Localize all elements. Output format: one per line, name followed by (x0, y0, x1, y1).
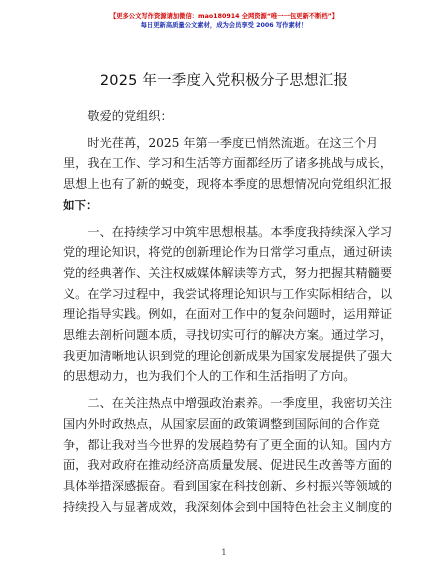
section-1-line: 思维去剖析问题本质，寻找切实可行的解决方案。通过学习， (63, 328, 393, 343)
document-title: 2025 年一季度入党积极分子思想汇报 (99, 73, 349, 89)
section-1-line: 义。在学习过程中，我尝试将理论知识与工作实际相结合，以 (63, 286, 393, 301)
section-2-line: 国内外时政热点，从国家层面的政策调整到国际间的合作竞 (63, 416, 380, 431)
intro-line-end: 如下： (63, 197, 98, 212)
page-number: 1 (221, 548, 227, 558)
section-2-line: 争，都让我对当今世界的发展趋势有了更全面的认知。国内方 (63, 437, 393, 452)
intro-line: 里，我在工作、学习和生活等方面都经历了诸多挑战与成长， (63, 156, 393, 171)
document-body (63, 106, 393, 517)
section-2-line: 持续投入与显著成效，我深刻体会到中国特色社会主义制度的 (63, 499, 393, 514)
section-1-line: 党的经典著作、关注权威媒体解读等方式，努力把握其精髓要 (63, 265, 393, 280)
salutation: 敬爱的党组织： (87, 109, 173, 123)
section-2-line: 二、在关注热点中增强政治素养。一季度里，我密切关注 (87, 396, 393, 411)
section-2-line: 具体举措深感振奋。看到国家在科技创新、乡村振兴等领域的 (63, 478, 393, 493)
section-1-line: 的思想动力，也为我们个人的工作和生活指明了方向。 (63, 369, 356, 384)
intro-line: 思想上也有了新的蜕变，现将本季度的思想情况向党组织汇报 (63, 177, 393, 192)
section-2-line: 面，我对政府在推动经济高质量发展、促进民生改善等方面的 (63, 458, 393, 473)
section-1-line: 党的理论知识，将党的创新理论作为日常学习重点，通过研读 (63, 245, 393, 260)
promo-banner-line-1: 【更多公文写作资源请加微信：mao180914 全网资源“唯一一包更新不断档”】 (109, 13, 339, 20)
promo-banner (0, 0, 448, 30)
promo-banner-line-2: 每日更新高质量公文素材，成为会员享受 2006 写作素材！ (140, 22, 308, 29)
section-1-line: 我更加清晰地认识到党的理论创新成果为国家发展提供了强大 (63, 348, 393, 363)
intro-line: 时光荏苒，2025 年第一季度已悄然流逝。在这三个月 (87, 135, 379, 150)
section-1-line: 一、在持续学习中筑牢思想根基。本季度我持续深入学习 (87, 224, 393, 239)
section-1-line: 理论指导实践。例如，在面对工作中的复杂问题时，运用辩证 (63, 307, 393, 322)
